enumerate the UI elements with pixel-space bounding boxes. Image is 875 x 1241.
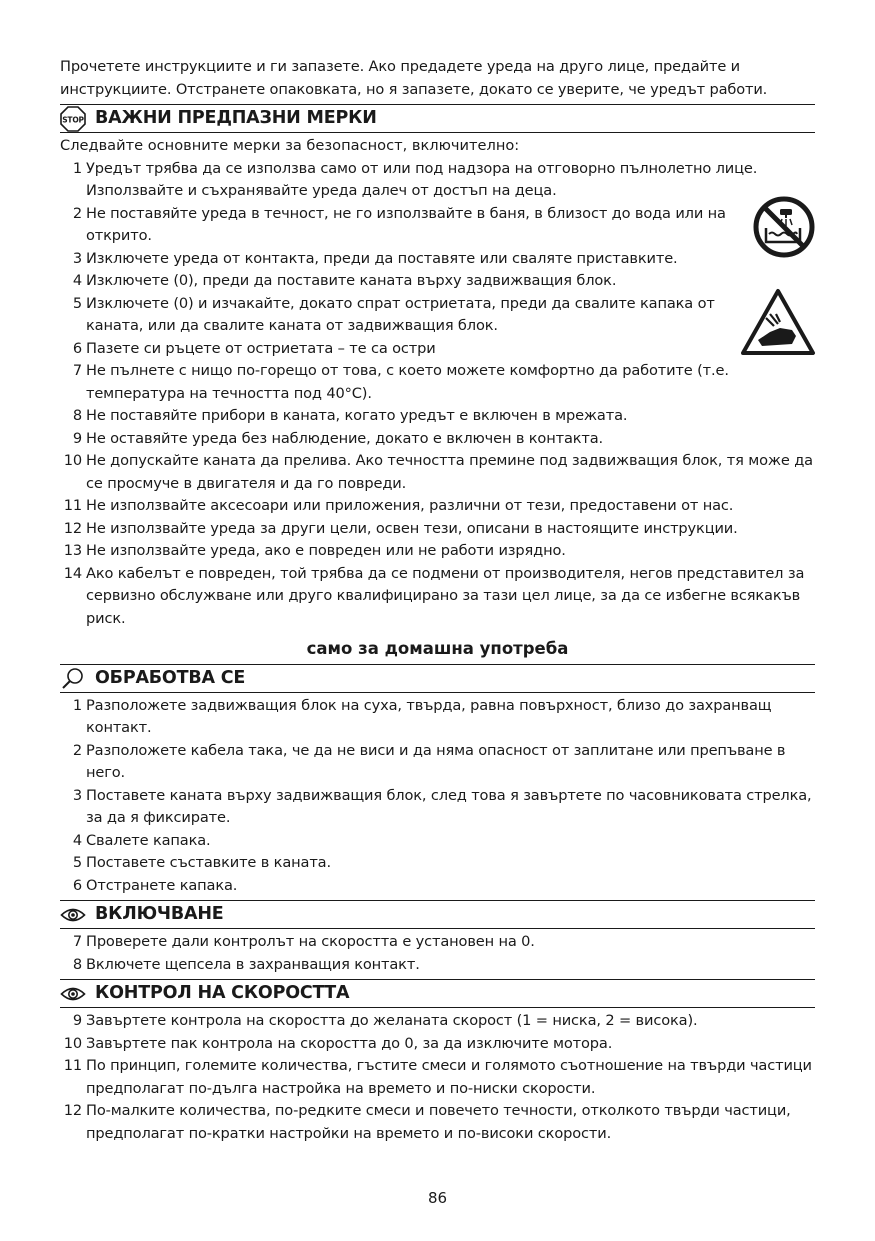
list-item — [60, 875, 815, 898]
list-item — [60, 695, 815, 740]
item-text: Включете щепсела в захранващия контакт. — [86, 955, 420, 973]
speed-control-title: КОНТРОЛ НА СКОРОСТТА — [95, 983, 350, 1004]
magnifier-icon — [60, 665, 86, 691]
item-number: 1 — [72, 696, 82, 714]
list-item — [60, 203, 735, 248]
processing-title: ОБРАБОТВА СЕ — [95, 667, 246, 688]
list-item — [60, 1055, 815, 1100]
list-item — [60, 450, 815, 495]
item-number: 9 — [72, 1012, 82, 1029]
list-item — [60, 740, 815, 785]
list-item — [60, 1100, 815, 1145]
item-number: 2 — [72, 741, 82, 759]
item-number: 4 — [72, 272, 82, 289]
item-number: 8 — [72, 407, 82, 424]
home-use-note: само за домашна употреба — [306, 639, 569, 658]
eye-icon — [60, 981, 86, 1007]
list-item — [60, 495, 815, 518]
item-text: Ако кабелът е повреден, той трябва да се подмени от производителя, негов представител за сервизно обслужване или друго квалифицирано за тази цел лице, за да се избегне всякакъв риск. — [86, 564, 805, 627]
item-text: Завъртете контрола на скоростта до желаната скорост (1 = ниска, 2 = висока). — [86, 1012, 698, 1029]
item-text: Не допускайте каната да прелива. Ако течността премине под задвижващия блок, тя може да се просмуче в двигателя и да го повреди. — [86, 452, 813, 492]
item-text: Проверете дали контролът на скоростта е установен на 0. — [86, 933, 535, 950]
list-item — [60, 293, 735, 338]
item-number: 6 — [72, 876, 82, 894]
item-number: 9 — [72, 429, 82, 447]
list-item — [60, 518, 815, 541]
item-text: По-малките количества, по-редките смеси и повечето течности, отколкото твърди частици, предполагат по-кратки настройки на времето и по-високи скорости. — [86, 1102, 791, 1142]
item-text: Не пълнете с нищо по-горещо от това, с което можете комфортно да работите (т.е. температура на течността под 40°C). — [86, 362, 729, 402]
item-number: 7 — [72, 362, 82, 379]
switching-on-heading — [60, 900, 815, 929]
item-number: 13 — [63, 542, 82, 559]
item-text: Не използвайте аксесоари или приложения, различни от тези, предоставени от нас. — [86, 497, 734, 514]
item-text: Поставете съставките в каната. — [86, 854, 331, 871]
item-text: Не използвайте уреда, ако е повреден или не работи изрядно. — [86, 542, 566, 559]
list-item — [60, 852, 815, 875]
item-number: 11 — [63, 497, 82, 514]
item-text: Не оставяйте уреда без наблюдение, докато е включен в контакта. — [86, 429, 604, 447]
safety-title: ВАЖНИ ПРЕДПАЗНИ МЕРКИ — [95, 108, 377, 129]
item-text: Уредът трябва да се използва само от или под надзора на отговорно пълнолетно лице. Използвайте и съхранявайте уреда далеч от достъп на деца. — [86, 159, 758, 199]
item-text: Отстранете капака. — [86, 876, 238, 894]
speed-control-list — [60, 1010, 815, 1145]
page-number: 86 — [427, 1189, 448, 1207]
item-text: Разположете кабела така, че да не виси и да няма опасност от заплитане или препъване в него. — [86, 741, 786, 781]
list-item — [60, 830, 815, 853]
item-number: 2 — [72, 204, 82, 222]
list-item — [60, 248, 815, 271]
stop-icon — [60, 106, 86, 132]
item-number: 12 — [63, 519, 82, 537]
item-number: 10 — [63, 1034, 82, 1052]
item-number: 8 — [72, 955, 82, 973]
manual-page — [60, 56, 815, 1145]
safety-heading — [60, 104, 815, 133]
list-item — [60, 360, 815, 405]
item-text: Не използвайте уреда за други цели, освен тези, описани в настоящите инструкции. — [86, 519, 738, 537]
eye-icon — [60, 902, 86, 928]
list-item — [60, 954, 815, 977]
item-text: Изключете уреда от контакта, преди да поставяте или сваляте приставките. — [86, 249, 678, 267]
item-text: Изключете (0) и изчакайте, докато спрат остриетата, преди да свалите капака от каната, или да свалите каната от задвижващия блок. — [86, 294, 715, 334]
processing-heading — [60, 664, 815, 693]
safety-lead: Следвайте основните мерки за безопасност, включително: — [60, 137, 520, 154]
list-item — [60, 540, 815, 563]
no-water-immersion-icon — [752, 195, 816, 263]
item-text: По принцип, големите количества, гъстите смеси и голямото съотношение на твърди частици предполагат по-дълга настройка на времето и по-ниски скорости. — [86, 1057, 812, 1097]
list-item — [60, 785, 815, 830]
item-number: 6 — [72, 339, 82, 357]
list-item — [60, 428, 815, 451]
item-number: 14 — [63, 564, 82, 582]
list-item — [60, 1010, 815, 1033]
list-item — [60, 338, 735, 361]
speed-control-heading — [60, 979, 815, 1008]
item-text: Завъртете пак контрола на скоростта до 0, за да изключите мотора. — [86, 1034, 613, 1052]
list-item — [60, 931, 815, 954]
item-number: 3 — [72, 249, 82, 267]
item-number: 1 — [72, 159, 82, 177]
item-number: 10 — [63, 452, 82, 469]
item-number: 5 — [72, 854, 82, 871]
item-text: Не поставяйте уреда в течност, не го използвайте в баня, в близост до вода или на открито. — [86, 204, 726, 244]
item-number: 4 — [72, 831, 82, 849]
item-number: 7 — [72, 933, 82, 950]
item-text: Свалете капака. — [86, 831, 211, 849]
list-item — [60, 405, 815, 428]
intro-text: Прочетете инструкциите и ги запазете. Ако предадете уреда на друго лице, предайте и инструкциите. Отстранете опаковката, но я запазете, докато се уверите, че уредът работи. — [60, 58, 768, 98]
list-item — [60, 270, 815, 293]
item-text: Не поставяйте прибори в каната, когато уредът е включен в мрежата. — [86, 407, 628, 424]
list-item — [60, 158, 815, 203]
processing-list — [60, 695, 815, 898]
list-item — [60, 563, 815, 631]
item-number: 12 — [63, 1102, 82, 1119]
switching-on-title: ВКЛЮЧВАНЕ — [95, 904, 224, 925]
item-text: Поставете каната върху задвижващия блок, след това я завъртете по часовниковата стрелка, за да я фиксирате. — [86, 786, 812, 826]
blade-hand-warning-icon — [740, 288, 816, 360]
item-number: 5 — [72, 294, 82, 312]
item-text: Изключете (0), преди да поставите каната върху задвижващия блок. — [86, 272, 617, 289]
list-item — [60, 1033, 815, 1056]
item-number: 11 — [63, 1057, 82, 1074]
switching-on-list — [60, 931, 815, 976]
item-text: Пазете си ръцете от остриетата – те са остри — [86, 339, 436, 357]
stop-icon-label: STOP — [62, 115, 84, 124]
item-number: 3 — [72, 786, 82, 804]
safety-list — [60, 158, 815, 631]
item-text: Разположете задвижващия блок на суха, твърда, равна повърхност, близо до захранващ контакт. — [86, 696, 772, 736]
